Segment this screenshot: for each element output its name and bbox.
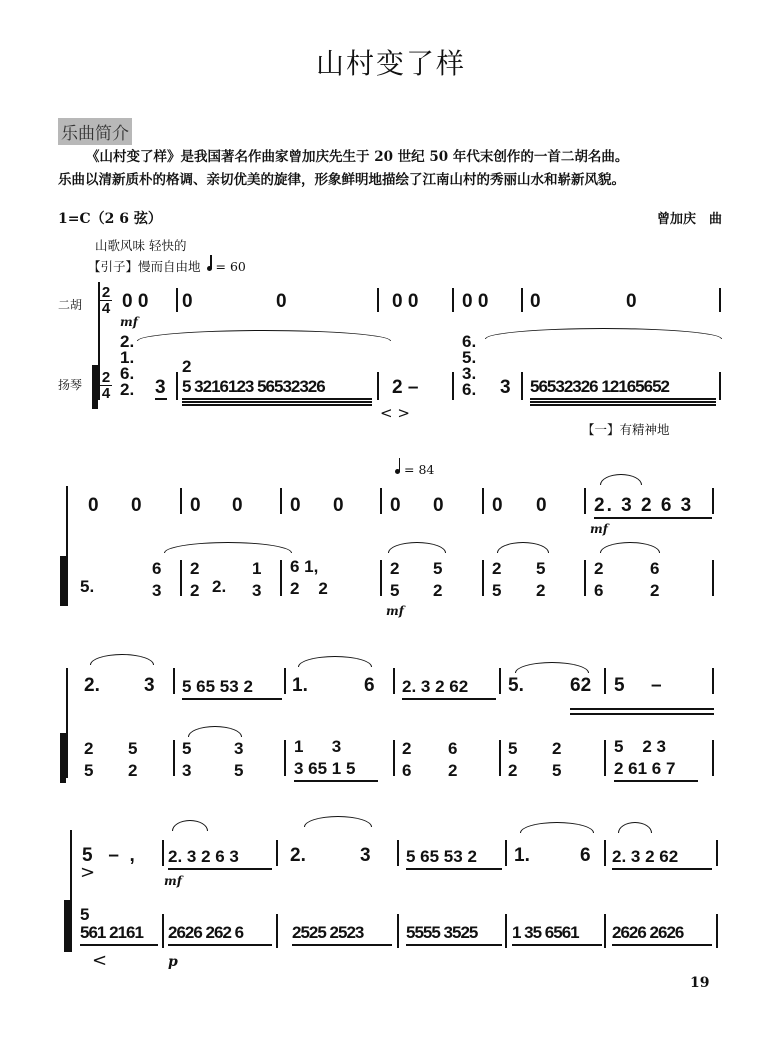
slur	[600, 474, 642, 485]
erhu-m5b: 0	[626, 291, 637, 312]
dynamic-mf: mf	[590, 522, 608, 536]
erhu-note: 1.	[514, 845, 530, 866]
quarter-note-icon	[395, 469, 400, 474]
yangqin-note: 6 1,	[290, 557, 319, 576]
barline	[521, 288, 523, 312]
hairpin-dim: >	[80, 862, 96, 883]
yangqin-dyad: 5 2	[508, 739, 518, 780]
yangqin-dyad: 5 2	[536, 559, 546, 600]
style-marking: 山歌风味 轻快的	[95, 238, 187, 253]
yangqin-run: 3 65 1 5	[294, 759, 356, 778]
intro-marking-text: 【引子】慢而自由地	[88, 259, 201, 274]
slur	[304, 816, 372, 827]
yangqin-run: 561 2161	[80, 923, 143, 942]
barline	[162, 840, 164, 866]
yangqin-note: 5.	[80, 577, 95, 596]
erhu-m: 0	[232, 495, 243, 516]
yangqin-dyad: 2 5	[84, 739, 94, 780]
yangqin-brace	[64, 900, 70, 952]
barline	[180, 488, 182, 514]
page-title: 山村变了样	[315, 47, 466, 80]
slur	[520, 822, 594, 833]
barline	[521, 372, 523, 400]
erhu-melody-start: 2. 3 2 6 3	[594, 495, 694, 516]
erhu-m1: 0 0	[122, 291, 149, 312]
underline	[570, 708, 714, 710]
barline	[604, 914, 606, 948]
underline	[512, 944, 602, 946]
intro-line-2: 乐曲以清新质朴的格调、亲切优美的旋律，形象鲜明地描绘了江南山村的秀丽山水和崭新风貌。	[58, 172, 625, 188]
erhu-run: 5 65 53 2	[182, 677, 253, 696]
yangqin-note: 3	[155, 377, 166, 398]
yangqin-note: 5 2 3	[614, 737, 666, 756]
erhu-label: 二胡	[58, 298, 83, 312]
erhu-note: 5.	[508, 675, 524, 696]
barline	[173, 740, 175, 776]
yangqin-label: 扬琴	[58, 378, 83, 392]
yangqin-brace	[60, 733, 66, 783]
erhu-note: 2.	[84, 675, 100, 696]
yangqin-brace	[60, 556, 66, 606]
yangqin-dyad: 1 3	[252, 559, 262, 600]
barline	[452, 372, 454, 400]
underline	[530, 401, 716, 403]
barline	[499, 668, 501, 694]
underline	[182, 698, 282, 700]
erhu-note: 2.	[290, 845, 306, 866]
underline	[530, 398, 716, 400]
yangqin-note: 2.	[212, 577, 227, 596]
section-label: 乐曲简介	[58, 118, 132, 145]
yangqin-run: 1 35 6561	[512, 923, 579, 942]
dynamic-mf: mf	[164, 874, 182, 888]
erhu-m: 0	[131, 495, 142, 516]
yangqin-run-2: 56532326 12165652	[530, 377, 669, 396]
erhu-run: 2. 3 2 6 3	[168, 847, 239, 866]
erhu-note: 3	[144, 675, 155, 696]
time-signature-erhu: 2 4	[101, 284, 111, 317]
intro-tempo-marking	[88, 257, 246, 275]
yangqin-dyad: 2 5	[552, 739, 562, 780]
barline	[284, 740, 286, 776]
erhu-m5a: 0	[530, 291, 541, 312]
yangqin-dyad: 6 2	[650, 559, 660, 600]
barline	[393, 668, 395, 694]
erhu-m4: 0 0	[462, 291, 489, 312]
intro-line-1: 《山村变了样》是我国著名作曲家曾加庆先生于 20 世纪 50 年代末创作的一首二胡名曲。	[86, 149, 629, 165]
yangqin-dyad: 2 6	[402, 739, 412, 780]
slur	[172, 820, 208, 831]
barline	[380, 488, 382, 514]
yangqin-dyad: 2 6	[594, 559, 604, 600]
erhu-m: 0	[333, 495, 344, 516]
barline	[584, 560, 586, 596]
erhu-note: 62	[570, 675, 592, 696]
underline	[612, 868, 712, 870]
yangqin-dyad: 2 2	[190, 559, 200, 600]
hairpin-cresc-dim: < >	[380, 404, 410, 422]
erhu-m: 0	[536, 495, 547, 516]
barline	[716, 840, 718, 866]
yangqin-note-upper: 5	[80, 905, 90, 924]
erhu-m2b: 0	[276, 291, 287, 312]
system-line	[66, 486, 68, 606]
yangqin-dyad: 6 3	[152, 559, 162, 600]
yangqin-dyad: 6 2	[448, 739, 458, 780]
page-number: 19	[690, 975, 710, 991]
barline	[176, 372, 178, 400]
erhu-m: 0	[88, 495, 99, 516]
yangqin-held-note: 2 –	[392, 377, 419, 398]
barline	[162, 914, 164, 948]
erhu-note: 5 –	[614, 675, 662, 696]
barline	[604, 740, 606, 776]
yangqin-note: 1 3	[294, 737, 342, 756]
slur	[188, 726, 242, 737]
yangqin-dyad: 2 5	[492, 559, 502, 600]
barline	[380, 560, 382, 596]
barline	[604, 840, 606, 866]
slur	[515, 662, 589, 673]
underline	[614, 780, 698, 782]
slur	[388, 542, 446, 553]
slur	[298, 656, 372, 667]
barline	[719, 372, 721, 400]
barline	[584, 488, 586, 514]
barline	[499, 740, 501, 776]
yangqin-run: 2626 2626	[612, 923, 684, 942]
slur	[164, 542, 292, 553]
barline	[393, 740, 395, 776]
barline	[276, 914, 278, 948]
erhu-note: 1.	[292, 675, 308, 696]
barline	[377, 372, 379, 400]
underline	[530, 404, 716, 406]
erhu-note: 6	[580, 845, 591, 866]
intro-text	[58, 146, 738, 192]
erhu-m: 0	[433, 495, 444, 516]
underline	[294, 780, 378, 782]
erhu-m: 0	[492, 495, 503, 516]
barline	[719, 288, 721, 312]
erhu-note: 6	[364, 675, 375, 696]
erhu-m: 0	[390, 495, 401, 516]
hairpin-cresc: <	[92, 950, 108, 971]
underline	[570, 713, 714, 715]
barline	[505, 840, 507, 866]
barline	[397, 914, 399, 948]
tempo-84-marking: = 84	[393, 462, 434, 477]
erhu-run: 2. 3 2 62	[612, 847, 679, 866]
dynamic-mf: mf	[386, 604, 404, 618]
barline	[482, 488, 484, 514]
underline	[182, 398, 372, 400]
yangqin-arpeggio-chord-2: 6. 5. 3. 6.	[462, 332, 477, 399]
barline	[397, 840, 399, 866]
underline	[168, 944, 272, 946]
erhu-m3: 0 0	[392, 291, 419, 312]
barline	[482, 560, 484, 596]
yangqin-dyad: 5 2	[433, 559, 443, 600]
underline	[182, 404, 372, 406]
barline	[280, 488, 282, 514]
slur	[497, 542, 549, 553]
yangqin-dyad: 5 2	[128, 739, 138, 780]
barline	[505, 914, 507, 948]
slur	[618, 822, 652, 833]
underline	[612, 944, 712, 946]
slur	[90, 654, 154, 665]
erhu-m: 0	[190, 495, 201, 516]
erhu-run: 2. 3 2 62	[402, 677, 469, 696]
yangqin-run: 2 61 6 7	[614, 759, 676, 778]
yangqin-note: 2 2	[290, 579, 328, 598]
underline	[168, 868, 272, 870]
quarter-note-icon	[207, 266, 212, 271]
barline	[280, 560, 282, 596]
yangqin-note: 3	[500, 377, 511, 398]
system-line	[66, 668, 68, 778]
yangqin-run: 5555 3525	[406, 923, 478, 942]
barline	[180, 560, 182, 596]
underline	[292, 944, 392, 946]
barline	[712, 488, 714, 514]
rehearsal-mark-1: 【一】有精神地	[582, 422, 670, 437]
yangqin-run: 2525 2523	[292, 923, 364, 942]
slur	[485, 328, 722, 339]
barline	[377, 288, 379, 312]
slur	[137, 330, 391, 341]
yangqin-run: 2626 262 6	[168, 923, 244, 942]
erhu-run: 5 65 53 2	[406, 847, 477, 866]
barline	[452, 288, 454, 312]
erhu-note: 3	[360, 845, 371, 866]
key-signature: 1=C（2 6 弦）	[58, 211, 162, 227]
barline	[604, 668, 606, 694]
barline	[716, 914, 718, 948]
system-line	[70, 830, 72, 952]
yangqin-dyad: 2 5	[390, 559, 400, 600]
underline	[80, 944, 158, 946]
time-signature-yangqin: 2 4	[101, 369, 111, 402]
underline	[155, 398, 167, 400]
dynamic-mf: mf	[120, 315, 138, 329]
composer-credit: 曾加庆 曲	[656, 212, 722, 227]
underline	[406, 868, 502, 870]
underline	[182, 401, 372, 403]
slur	[600, 542, 660, 553]
barline	[284, 668, 286, 694]
underline	[594, 517, 712, 519]
erhu-note: 5 – ,	[82, 845, 135, 866]
erhu-m: 0	[290, 495, 301, 516]
yangqin-arpeggio-chord: 2. 1. 6. 2.	[120, 332, 135, 399]
underline	[402, 698, 496, 700]
yangqin-dyad: 3 5	[234, 739, 244, 780]
dynamic-p: p	[168, 954, 178, 970]
yangqin-brace	[92, 365, 98, 409]
barline	[712, 560, 714, 596]
yangqin-dyad: 5 3	[182, 739, 192, 780]
yangqin-run: 5 3216123 56532326	[182, 377, 325, 396]
barline	[712, 740, 714, 776]
barline	[173, 668, 175, 694]
underline	[406, 944, 502, 946]
barline	[276, 840, 278, 866]
tempo-60: = 60	[215, 259, 246, 274]
barline	[176, 288, 178, 312]
barline	[712, 668, 714, 694]
erhu-m2a: 0	[182, 291, 193, 312]
yangqin-note-upper: 2	[182, 357, 192, 376]
